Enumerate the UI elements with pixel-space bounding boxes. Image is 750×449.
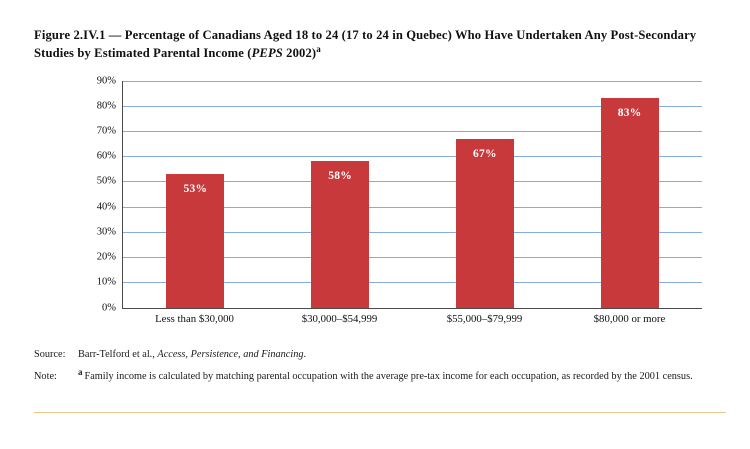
figure-title-italic: PEPS <box>251 46 283 61</box>
y-axis-tick-label: 50% <box>96 175 116 187</box>
y-axis-tick-label: 70% <box>96 125 116 137</box>
bar-chart <box>34 73 714 329</box>
y-axis-tick-label: 60% <box>96 150 116 162</box>
source-text-italic: Access, Persistence, and Financing <box>157 349 304 360</box>
x-axis-category-label: Less than $30,000 <box>155 312 234 325</box>
bar-slot <box>268 81 413 308</box>
note-marker: a <box>78 366 83 377</box>
y-axis-tick-label: 30% <box>96 226 116 238</box>
bar-slot <box>123 81 268 308</box>
bar-series <box>123 81 702 308</box>
source-text <box>78 348 726 362</box>
source-text-end: . <box>303 349 307 360</box>
note-label: Note: <box>34 371 57 383</box>
y-axis-tick-label: 0% <box>102 302 116 313</box>
bar-value-label: 53% <box>183 182 208 195</box>
bar-slot <box>413 81 558 308</box>
bar[interactable] <box>456 139 514 308</box>
bar[interactable] <box>601 98 659 307</box>
figure-title-footnote-marker: a <box>316 44 321 55</box>
x-axis-category-label: $80,000 or more <box>593 312 666 325</box>
bar-value-label: 83% <box>617 107 642 120</box>
note-text <box>78 366 726 384</box>
footer-rule <box>34 412 726 413</box>
bar-value-label: 58% <box>328 170 352 183</box>
bar[interactable] <box>166 174 224 308</box>
plot-area <box>96 75 702 313</box>
y-axis-tick-label: 20% <box>96 251 116 263</box>
y-axis-tick-label: 10% <box>96 276 116 288</box>
note-body-text: Family income is calculated by matching parental occupation with the average pre-tax income for each occupation, as recorded by the 2001 census. <box>84 371 693 383</box>
x-axis-category-label: $55,000–$79,999 <box>446 312 523 325</box>
figure-title-part1: Figure 2.IV.1 — Percentage of Canadians Aged 18 to 24 (17 to 24 in Quebec) Who Have Undertaken Any Post-Secondary Studies by Estimated Parental Income ( <box>34 28 697 61</box>
bar-value-label: 67% <box>473 147 497 160</box>
source-note <box>34 348 726 362</box>
x-axis-category-label: $30,000–$54,999 <box>301 312 378 325</box>
x-axis <box>122 313 702 325</box>
y-axis-tick-label: 90% <box>96 75 116 86</box>
source-label: Source: <box>34 349 66 360</box>
figure-notes <box>34 348 726 393</box>
y-axis-tick-label: 80% <box>96 100 116 112</box>
y-axis-tick-label: 40% <box>96 201 116 213</box>
bar-slot <box>557 81 702 308</box>
figure-title-part2: 2002) <box>282 46 317 61</box>
footnote <box>34 366 726 384</box>
bar[interactable] <box>311 161 369 307</box>
source-text-plain: Barr-Telford et al., <box>78 349 158 360</box>
figure-title <box>34 26 716 63</box>
